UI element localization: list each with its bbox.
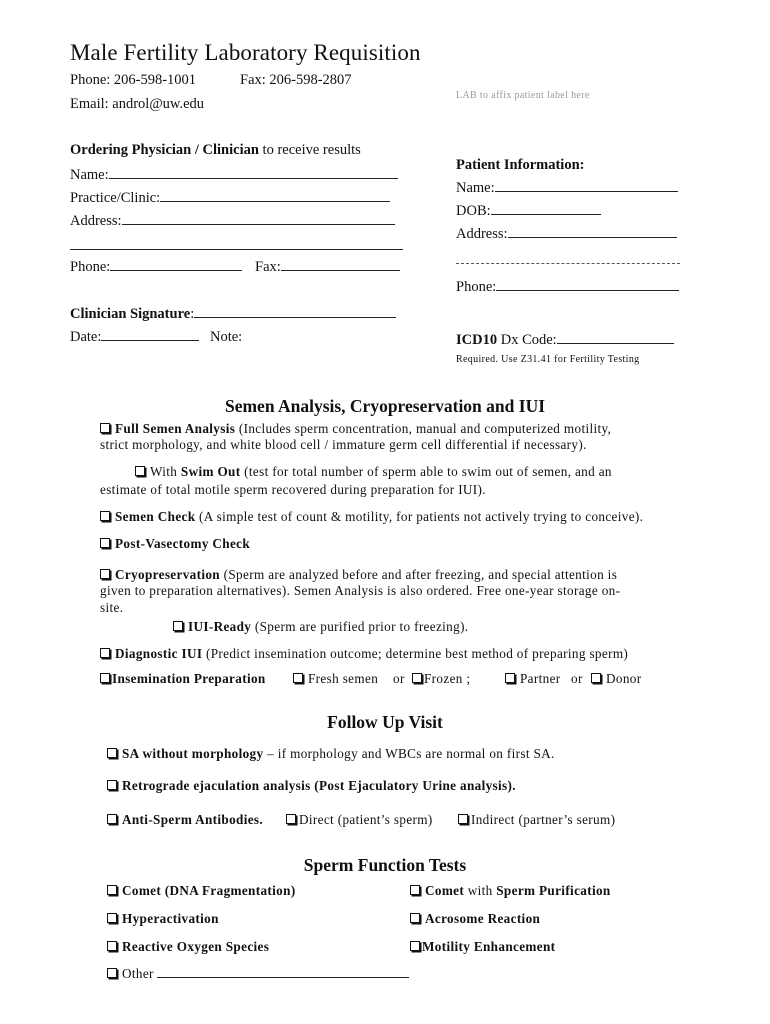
partner-checkbox[interactable]: [505, 673, 515, 683]
cryopreservation-desc-3: site.: [100, 600, 124, 615]
icd-code-field[interactable]: [557, 332, 674, 344]
icd-label-bold: ICD10: [456, 332, 498, 348]
donor-checkbox[interactable]: [591, 673, 601, 683]
hyperactivation-item: [107, 911, 219, 927]
swim-out-item: [135, 464, 612, 480]
physician-name-field[interactable]: [109, 167, 398, 179]
anti-sperm-item: [107, 812, 263, 828]
indirect-label: Indirect (partner’s serum): [471, 812, 616, 827]
sa-without-morphology-item: [107, 746, 555, 762]
swim-out-desc: (test for total number of sperm able to swim out of semen, and an: [240, 464, 612, 479]
other-field[interactable]: [157, 966, 409, 978]
physician-practice-field[interactable]: [160, 190, 390, 202]
physician-practice-row: [70, 190, 390, 207]
physician-heading: [70, 142, 361, 159]
physician-address-field-2[interactable]: [70, 238, 403, 250]
patient-dob-row: [456, 203, 601, 220]
date-label: Date:: [70, 329, 102, 345]
followup-section-heading: Follow Up Visit: [327, 712, 443, 732]
partner-option: [505, 671, 561, 687]
or-text-1: or: [393, 671, 405, 686]
physician-name-row: [70, 167, 398, 184]
physician-address-row: [70, 213, 395, 230]
patient-phone-field[interactable]: [496, 279, 679, 291]
comet-label: Comet: [425, 883, 465, 898]
sa-without-morphology-checkbox[interactable]: [107, 748, 117, 758]
comet-dna-item: [107, 883, 296, 899]
patient-phone-label: Phone:: [456, 279, 497, 295]
comet-purification-item: [410, 883, 611, 899]
other-label: Other: [122, 966, 154, 981]
insemination-prep-item: [100, 671, 266, 687]
indirect-checkbox[interactable]: [458, 814, 468, 824]
physician-heading-bold: Ordering Physician / Clinician: [70, 142, 259, 158]
patient-phone-row: [456, 279, 679, 296]
ros-label: Reactive Oxygen Species: [122, 939, 270, 954]
lab-phone: Phone: 206-598-1001: [70, 72, 197, 88]
full-semen-analysis-item: [100, 421, 611, 437]
cryopreservation-item: [100, 567, 617, 583]
motility-checkbox[interactable]: [410, 941, 420, 951]
function-section-heading: Sperm Function Tests: [303, 855, 467, 875]
lab-fax: Fax: 206-598-2807: [240, 72, 352, 88]
physician-address-label: Address:: [70, 213, 122, 229]
diagnostic-iui-desc: (Predict insemination outcome; determine best method of preparing sperm): [202, 646, 629, 661]
patient-name-field[interactable]: [495, 180, 678, 192]
semen-check-item: [100, 509, 643, 525]
acrosome-label: Acrosome Reaction: [425, 911, 541, 926]
icd-row: [456, 332, 674, 349]
cryopreservation-desc: (Sperm are analyzed before and after freezing, and special attention is: [219, 567, 618, 582]
full-semen-analysis-label: Full Semen Analysis: [115, 421, 236, 436]
sa-without-morphology-label: SA without morphology: [122, 746, 264, 761]
or-text-2: or: [571, 671, 583, 686]
post-vasectomy-label: Post-Vasectomy Check: [115, 536, 251, 551]
physician-phone-label: Phone:: [70, 259, 111, 275]
physician-name-label: Name:: [70, 167, 109, 183]
patient-dob-label: DOB:: [456, 203, 491, 219]
motility-label: Motility Enhancement: [422, 939, 556, 954]
patient-heading: Patient Information:: [456, 157, 585, 173]
sa-without-morphology-desc: – if morphology and WBCs are normal on first SA.: [263, 746, 555, 761]
physician-fax-row: [255, 259, 400, 276]
iui-ready-checkbox[interactable]: [173, 621, 183, 631]
full-semen-analysis-checkbox[interactable]: [100, 423, 110, 433]
patient-label-area: LAB to affix patient label here: [456, 90, 590, 101]
semen-section-heading: Semen Analysis, Cryopreservation and IUI: [224, 396, 546, 416]
physician-fax-label: Fax:: [255, 259, 281, 275]
insemination-prep-label: Insemination Preparation: [112, 671, 266, 686]
direct-label: Direct (patient’s sperm): [299, 812, 433, 827]
retrograde-item: [107, 778, 516, 794]
acrosome-checkbox[interactable]: [410, 913, 420, 923]
signature-field[interactable]: [194, 306, 396, 318]
physician-heading-rest: to receive results: [258, 142, 361, 158]
semen-check-label: Semen Check: [115, 509, 196, 524]
insemination-prep-checkbox[interactable]: [100, 673, 110, 683]
frozen-option: [412, 671, 470, 687]
icd-label-rest: Dx Code:: [497, 332, 557, 348]
cryopreservation-checkbox[interactable]: [100, 569, 110, 579]
lab-email: Email: androl@uw.edu: [70, 96, 205, 112]
iui-ready-item: [173, 619, 468, 635]
anti-sperm-checkbox[interactable]: [107, 814, 117, 824]
physician-phone-row: [70, 259, 242, 276]
patient-address-row: [456, 226, 677, 243]
hyperactivation-checkbox[interactable]: [107, 913, 117, 923]
post-vasectomy-checkbox[interactable]: [100, 538, 110, 548]
patient-address-field[interactable]: [508, 226, 677, 238]
post-vasectomy-item: [100, 536, 250, 552]
frozen-checkbox[interactable]: [412, 673, 422, 683]
swim-out-pre: With: [150, 464, 181, 479]
signature-label: Clinician Signature: [70, 306, 191, 322]
fresh-semen-option: [293, 671, 378, 687]
acrosome-item: [410, 911, 540, 927]
iui-ready-desc: (Sperm are purified prior to freezing).: [251, 619, 469, 634]
date-row: [70, 329, 199, 346]
semen-check-desc: (A simple test of count & motility, for patients not actively trying to conceive).: [195, 509, 644, 524]
full-semen-analysis-desc: (Includes sperm concentration, manual and computerized motility,: [235, 421, 612, 436]
cryopreservation-label: Cryopreservation: [115, 567, 220, 582]
diagnostic-iui-item: [100, 646, 628, 662]
icd-note: Required. Use Z31.41 for Fertility Testing: [456, 354, 640, 365]
swim-out-label: Swim Out: [180, 464, 241, 479]
page-title: Male Fertility Laboratory Requisition: [70, 40, 421, 65]
semen-check-checkbox[interactable]: [100, 511, 110, 521]
full-semen-analysis-desc-2: strict morphology, and white blood cell / immature germ cell differential if necessary).: [100, 437, 587, 452]
frozen-label: Frozen ;: [424, 671, 471, 686]
other-checkbox[interactable]: [107, 968, 117, 978]
signature-row: [70, 306, 396, 323]
diagnostic-iui-checkbox[interactable]: [100, 648, 110, 658]
physician-address-field[interactable]: [122, 213, 395, 225]
patient-dob-field[interactable]: [491, 203, 601, 215]
comet-with-text: with: [464, 883, 497, 898]
fresh-semen-checkbox[interactable]: [293, 673, 303, 683]
comet-dna-checkbox[interactable]: [107, 885, 117, 895]
direct-checkbox[interactable]: [286, 814, 296, 824]
patient-name-row: [456, 180, 678, 197]
motility-item: [410, 939, 555, 955]
ros-item: [107, 939, 269, 955]
direct-option: [286, 812, 433, 828]
date-field[interactable]: [101, 329, 199, 341]
signature-colon: :: [190, 306, 195, 322]
hyperactivation-label: Hyperactivation: [122, 911, 219, 926]
patient-address-field-2[interactable]: [456, 252, 680, 264]
diagnostic-iui-label: Diagnostic IUI: [115, 646, 203, 661]
donor-label: Donor: [606, 671, 642, 686]
ros-checkbox[interactable]: [107, 941, 117, 951]
physician-phone-field[interactable]: [110, 259, 242, 271]
fresh-semen-label: Fresh semen: [308, 671, 379, 686]
note-label: Note:: [210, 329, 243, 345]
cryopreservation-desc-2: given to preparation alternatives). Semen Analysis is also ordered. Free one-year storage on-: [100, 583, 621, 598]
other-item: [107, 966, 409, 982]
retrograde-label: Retrograde ejaculation analysis (Post Ejaculatory Urine analysis).: [122, 778, 516, 793]
sperm-purification-label: Sperm Purification: [496, 883, 611, 898]
physician-fax-field[interactable]: [281, 259, 400, 271]
patient-address-label: Address:: [456, 226, 508, 242]
indirect-option: [458, 812, 615, 828]
donor-option: [591, 671, 641, 687]
patient-name-label: Name:: [456, 180, 495, 196]
iui-ready-label: IUI-Ready: [188, 619, 252, 634]
retrograde-checkbox[interactable]: [107, 780, 117, 790]
partner-label: Partner: [520, 671, 561, 686]
anti-sperm-label: Anti-Sperm Antibodies.: [122, 812, 264, 827]
physician-practice-label: Practice/Clinic:: [70, 190, 161, 206]
swim-out-desc-2: estimate of total motile sperm recovered during preparation for IUI).: [100, 482, 486, 497]
comet-purification-checkbox[interactable]: [410, 885, 420, 895]
swim-out-checkbox[interactable]: [135, 466, 145, 476]
comet-dna-label: Comet (DNA Fragmentation): [122, 883, 296, 898]
